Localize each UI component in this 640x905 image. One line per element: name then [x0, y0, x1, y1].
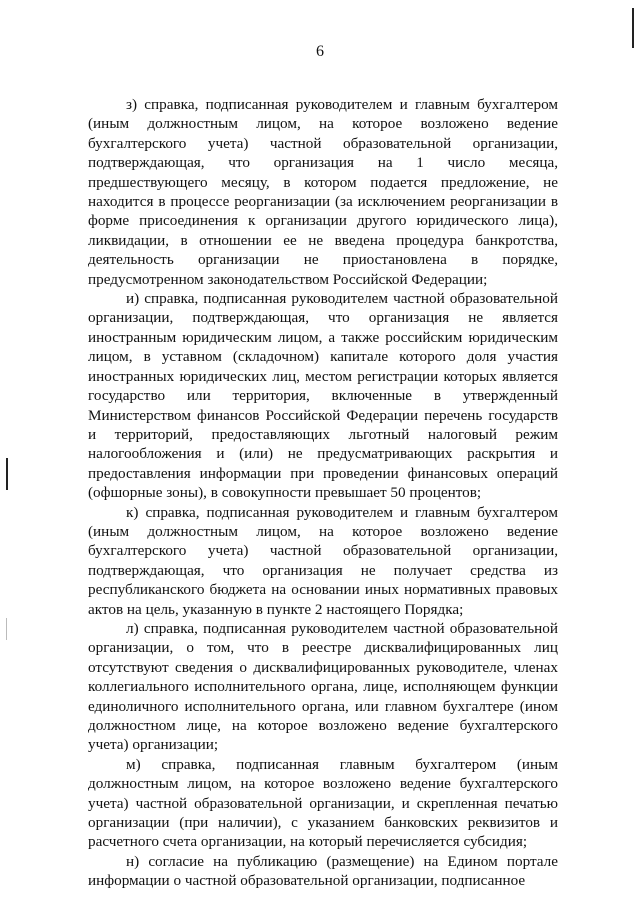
paragraph-n: н) согласие на публикацию (размещение) на Едином портале информации о частной образовательной организации, подписанное: [88, 852, 558, 890]
paragraph-i: и) справка, подписанная руководителем частной образовательной организации, подтверждающая, что организация не является иностранным юридическим лицом, а также российским юридическим лицом, в уставном (складочном) капитале которого доля участия иностранных юридических лиц, местом регистрации которых является государство или территория, включенные в утвержденный Министерством финансов Российской Федерации перечень государств и территорий, предоставляющих льготный налоговый режим налогообложения и (или) не предусматривающих раскрытия и предоставления информации при проведении финансовых операций (офшорные зоны), в совокупности превышает 50 процентов;: [88, 290, 558, 502]
paragraph-k: к) справка, подписанная руководителем и главным бухгалтером (иным должностным лицом, на которое возложено ведение бухгалтерского учета) частной образовательной организации, подтверждающая, что организация не получает средства из республиканского бюджета на основании иных нормативных правовых актов на цель, указанную в пункте 2 настоящего Порядка;: [88, 503, 558, 618]
paragraph-l: л) справка, подписанная руководителем частной образовательной организации, о том, что в реестре дисквалифицированных лиц отсутствуют сведения о дисквалифицированных руководителе, членах коллегиального исполнительного органа, лице, исполняющем функции единоличного исполнительного органа, или главном бухгалтере (ином должностном лице, на которое возложено ведение бухгалтерского учета) организации;: [88, 619, 558, 754]
scan-edge-mark: [6, 618, 7, 640]
scan-edge-mark: [6, 458, 8, 490]
document-body: [88, 95, 558, 891]
paragraph-m: м) справка, подписанная главным бухгалтером (иным должностным лицом, на которое возложено ведение бухгалтерского учета) частной образовательной организации, и скрепленная печатью организации (при наличии), с указанием банковских реквизитов и расчетного счета организации, на который перечисляется субсидия;: [88, 755, 558, 851]
paragraph-z: з) справка, подписанная руководителем и главным бухгалтером (иным должностным лицом, на которое возложено ведение бухгалтерского учета) частной образовательной организации, подтверждающая, что организация на 1 число месяца, предшествующего месяцу, в котором подается предложение, не находится в процессе реорганизации (за исключением реорганизации в форме присоединения к организации другого юридического лица), ликвидации, в отношении ее не введена процедура банкротства, деятельность организации не приостановлена в порядке, предусмотренном законодательством Российской Федерации;: [88, 96, 558, 288]
page-number: 6: [316, 43, 324, 60]
